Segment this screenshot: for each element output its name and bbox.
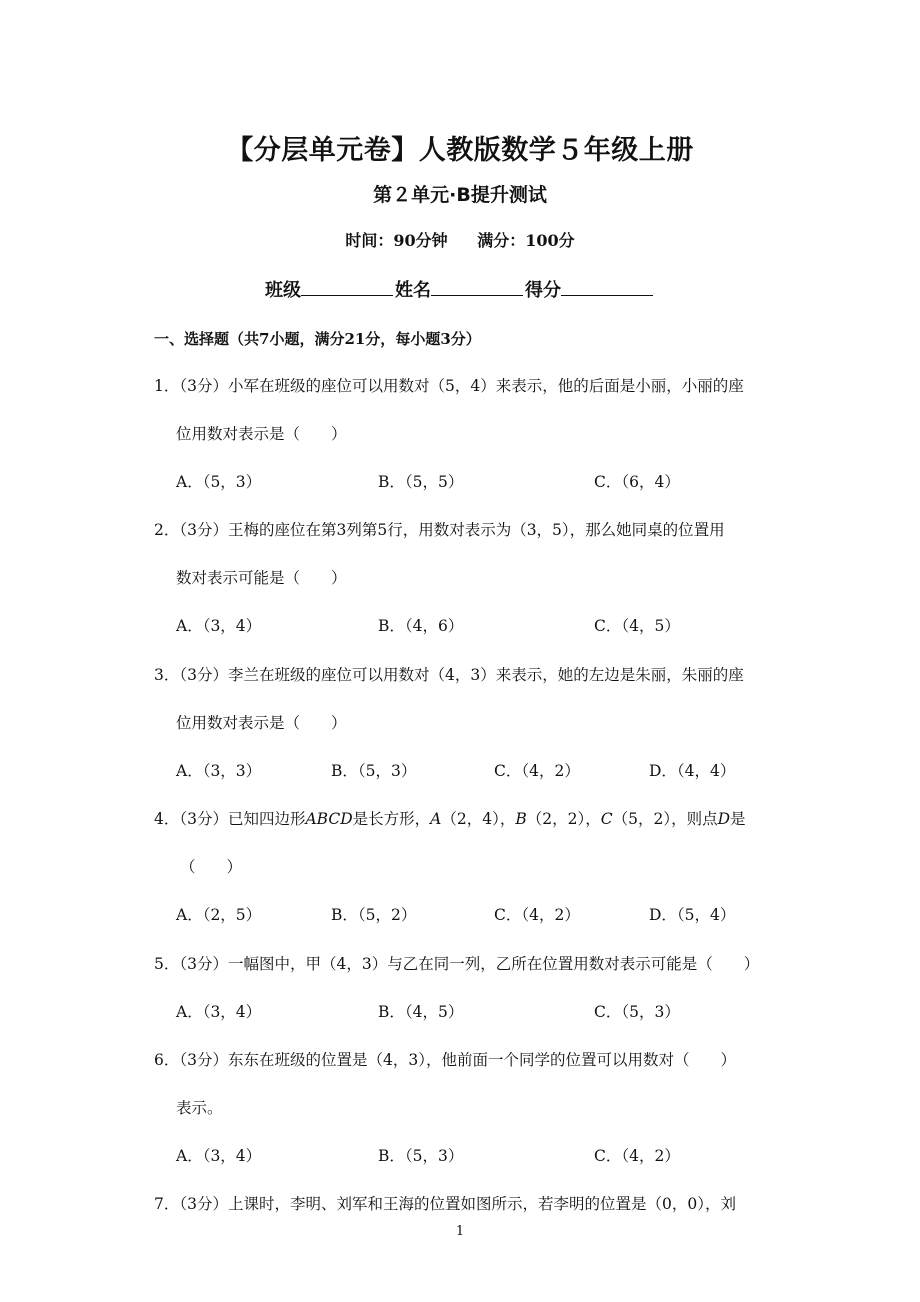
exam-meta: [0, 228, 920, 251]
question-4-option-c: C．（4，2）: [494, 906, 580, 924]
question-6-line1: 6．（3分）东东在班级的位置是（4，3），他前面一个同学的位置可以用数对（ ）: [154, 1051, 736, 1069]
question-1-option-b: B．（5，5）: [378, 473, 464, 491]
question-3-option-d: D．（4，4）: [649, 762, 736, 780]
question-5-line1: 5．（3分）一幅图中，甲（4，3）与乙在同一列，乙所在位置用数对表示可能是（ ）: [154, 955, 760, 973]
question-2-line1: 2．（3分）王梅的座位在第3列第5行，用数对表示为（3，5），那么她同桌的位置用: [154, 521, 725, 539]
question-4-line1: [154, 807, 746, 829]
class-blank: [301, 278, 393, 296]
q4-text-2: 是长方形，: [352, 810, 431, 828]
class-label: 班级: [265, 280, 301, 301]
section-heading: 一、选择题（共7小题，满分21分，每小题3分）: [154, 330, 481, 348]
question-7-line1: 7．（3分）上课时，李明、刘军和王海的位置如图所示，若李明的位置是（0，0），刘: [154, 1195, 736, 1213]
student-info-line: [265, 276, 655, 302]
q4-var-abcd: ABCD: [305, 810, 353, 828]
question-3-option-c: C．（4，2）: [494, 762, 580, 780]
question-2-option-c: C．（4，5）: [594, 617, 680, 635]
question-4-option-d: D．（5，4）: [649, 906, 736, 924]
name-label: 姓名: [395, 280, 431, 301]
q4-var-d: D: [717, 810, 731, 828]
question-3-option-b: B．（5，3）: [331, 762, 417, 780]
mark-label: 得分: [525, 280, 561, 301]
question-1-option-a: A．（5，3）: [176, 473, 262, 491]
question-3-option-a: A．（3，3）: [176, 762, 262, 780]
question-2-option-a: A．（3，4）: [176, 617, 262, 635]
question-6-line2: 表示。: [176, 1099, 223, 1117]
question-6-option-a: A．（3，4）: [176, 1147, 262, 1165]
q4-var-c: C: [600, 810, 613, 828]
page-subtitle: 第２单元·B提升测试: [373, 184, 547, 206]
q4-text-5: （5，2），则点: [612, 810, 718, 828]
question-6-option-b: B．（5，3）: [378, 1147, 464, 1165]
question-4-option-a: A．（2，5）: [176, 906, 262, 924]
q4-var-a: A: [430, 810, 442, 828]
question-3-line2: 位用数对表示是（ ）: [176, 714, 347, 732]
q4-text-1: 4．（3分）已知四边形: [154, 810, 306, 828]
q4-text-4: （2，2），: [526, 810, 601, 828]
question-1-line1: 1．（3分）小军在班级的座位可以用数对（5，4）来表示，他的后面是小丽，小丽的座: [154, 377, 744, 395]
name-blank: [431, 278, 523, 296]
question-4-option-b: B．（5，2）: [331, 906, 417, 924]
page-title: 【分层单元卷】人教版数学５年级上册: [226, 135, 694, 166]
question-2-option-b: B．（4，6）: [378, 617, 464, 635]
mark-blank: [561, 278, 653, 296]
question-5-option-b: B．（4，5）: [378, 1003, 464, 1021]
q4-text-3: （2，4），: [441, 810, 516, 828]
question-1-option-c: C．（6，4）: [594, 473, 680, 491]
exam-time: 时间：90分钟: [345, 231, 448, 250]
question-3-line1: 3．（3分）李兰在班级的座位可以用数对（4，3）来表示，她的左边是朱丽，朱丽的座: [154, 666, 744, 684]
exam-score: 满分：100分: [477, 231, 575, 250]
page-number: 1: [455, 1224, 465, 1239]
question-2-line2: 数对表示可能是（ ）: [176, 569, 347, 587]
q4-var-b: B: [515, 810, 527, 828]
question-4-line2: （ ）: [180, 858, 243, 876]
question-5-option-a: A．（3，4）: [176, 1003, 262, 1021]
question-1-line2: 位用数对表示是（ ）: [176, 425, 347, 443]
question-5-option-c: C．（5，3）: [594, 1003, 680, 1021]
question-6-option-c: C．（4，2）: [594, 1147, 680, 1165]
q4-text-6: 是: [730, 810, 746, 828]
